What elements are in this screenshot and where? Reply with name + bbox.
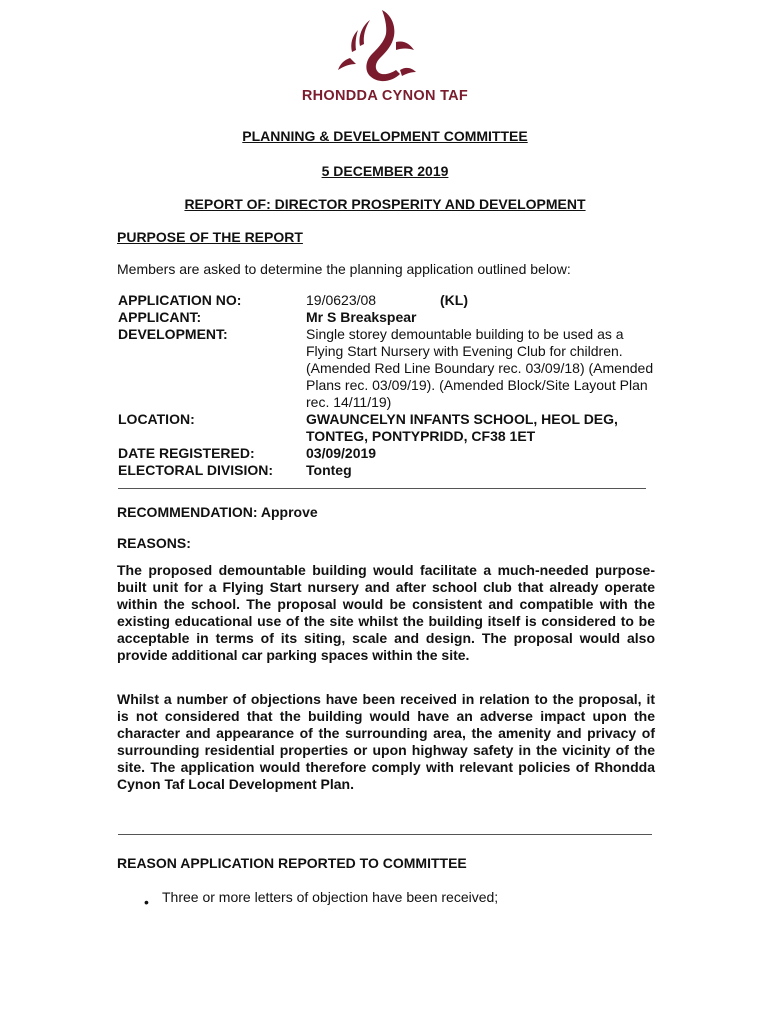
reasons-paragraph-1: The proposed demountable building would facilitate a much-needed purpose-built unit for a Flying Start nursery and after school club that already operate within the school. The proposal would be consistent and compatible with the existing educational use of the site whilst the building itself is considered to be acceptable in terms of its siting, scale and design. The proposal would also provide additional car parking spaces within the site. bbox=[117, 562, 655, 663]
bullet-icon: • bbox=[144, 894, 149, 910]
application-no-label: APPLICATION NO: bbox=[118, 292, 242, 308]
date-registered-label: DATE REGISTERED: bbox=[118, 445, 255, 461]
committee-title: PLANNING & DEVELOPMENT COMMITTEE bbox=[242, 128, 528, 144]
reasons-paragraph-2: Whilst a number of objections have been received in relation to the proposal, it is not considered that the building would have an adverse impact upon the character and appearance of the surrounding area, the amenity and privacy of surrounding residential properties or upon highway safety in the vicinity of the site. The application would therefore comply with relevant policies of Rhondda Cynon Taf Local Development Plan. bbox=[117, 691, 655, 792]
location-line: GWAUNCELYN INFANTS SCHOOL, HEOL DEG, bbox=[306, 411, 618, 427]
applicant-label: APPLICANT: bbox=[118, 309, 202, 325]
development-line: rec. 14/11/19) bbox=[306, 394, 392, 410]
dragon-icon bbox=[330, 6, 440, 86]
org-name: RHONDDA CYNON TAF bbox=[301, 88, 469, 104]
development-line: Single storey demountable building to be used as a bbox=[306, 326, 624, 342]
application-no-suffix: (KL) bbox=[440, 292, 468, 308]
location-label: LOCATION: bbox=[118, 411, 195, 427]
purpose-text: Members are asked to determine the planning application outlined below: bbox=[117, 261, 571, 277]
council-logo bbox=[0, 6, 770, 106]
list-item: Three or more letters of objection have been received; bbox=[162, 889, 499, 905]
reasons-heading: REASONS: bbox=[117, 535, 191, 551]
location-line: TONTEG, PONTYPRIDD, CF38 1ET bbox=[306, 428, 536, 444]
electoral-division-label: ELECTORAL DIVISION: bbox=[118, 462, 274, 478]
purpose-heading: PURPOSE OF THE REPORT bbox=[117, 229, 303, 245]
report-of: REPORT OF: DIRECTOR PROSPERITY AND DEVELOPMENT bbox=[184, 196, 586, 212]
development-line: Flying Start Nursery with Evening Club for children. bbox=[306, 343, 623, 359]
applicant-value: Mr S Breakspear bbox=[306, 309, 417, 325]
divider bbox=[118, 834, 652, 835]
committee-reason-heading: REASON APPLICATION REPORTED TO COMMITTEE bbox=[117, 855, 467, 871]
date-registered-value: 03/09/2019 bbox=[306, 445, 377, 461]
electoral-division-value: Tonteg bbox=[306, 462, 352, 478]
report-date: 5 DECEMBER 2019 bbox=[321, 163, 449, 179]
development-line: (Amended Red Line Boundary rec. 03/09/18) (Amended bbox=[306, 360, 654, 376]
development-label: DEVELOPMENT: bbox=[118, 326, 228, 342]
divider bbox=[118, 488, 646, 489]
application-no-value: 19/0623/08 bbox=[306, 292, 377, 308]
recommendation: RECOMMENDATION: Approve bbox=[117, 504, 318, 520]
development-line: Plans rec. 03/09/19). (Amended Block/Site Layout Plan bbox=[306, 377, 648, 393]
